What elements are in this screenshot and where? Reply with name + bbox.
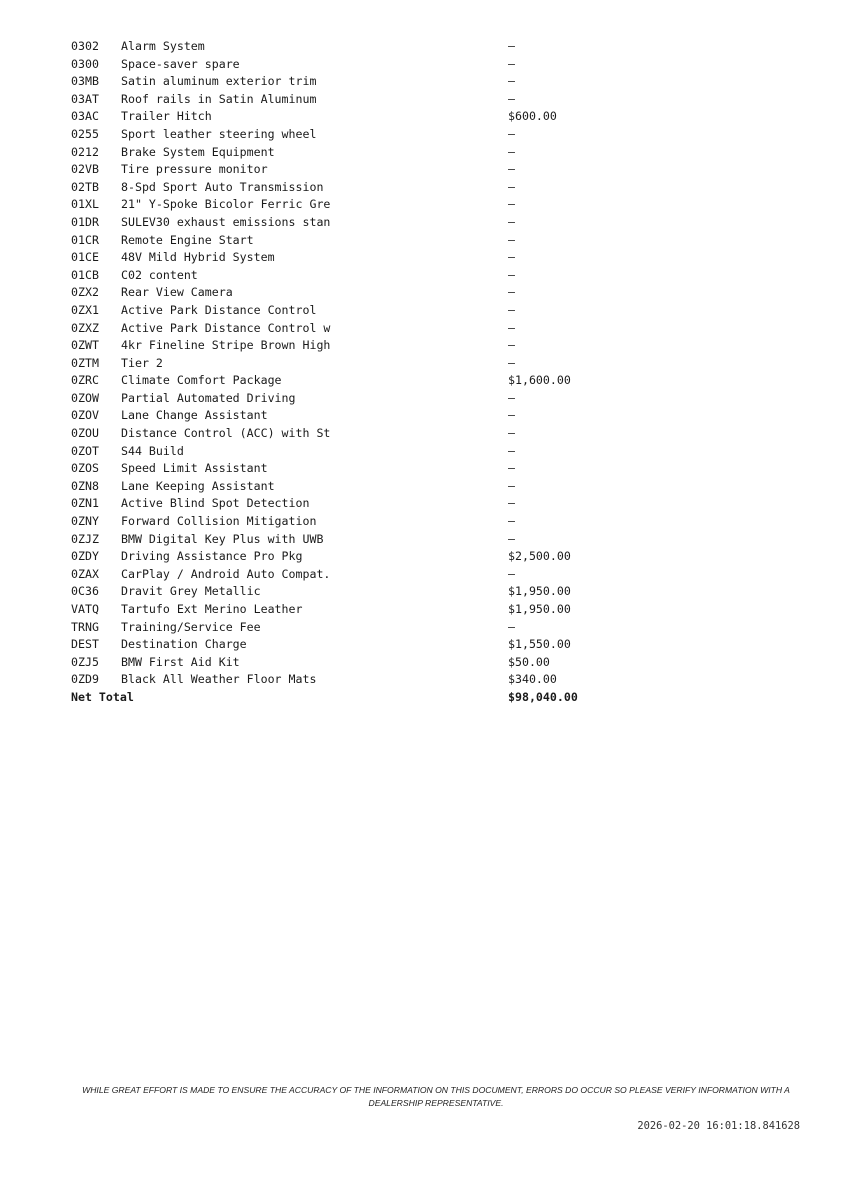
options-table — [71, 38, 631, 707]
option-row — [71, 636, 631, 654]
option-code: 03AT — [71, 91, 99, 106]
option-code: 01DR — [71, 214, 99, 229]
option-row — [71, 355, 631, 373]
option-description: Alarm System — [121, 39, 205, 53]
option-price: — — [508, 267, 515, 282]
option-row — [71, 232, 631, 250]
option-code: 03AC — [71, 109, 99, 124]
option-description: Dravit Grey Metallic — [121, 584, 261, 599]
option-row — [71, 161, 631, 179]
option-price: — — [508, 461, 515, 476]
option-price: $1,950.00 — [508, 602, 571, 616]
option-description: Training/Service Fee — [121, 619, 261, 634]
option-price: $50.00 — [508, 654, 550, 669]
option-code: TRNG — [71, 619, 99, 634]
option-price: $1,600.00 — [508, 373, 571, 388]
option-price: — — [508, 619, 515, 634]
option-price: $2,500.00 — [508, 549, 571, 564]
option-row — [71, 108, 631, 126]
option-description: Active Park Distance Control w — [121, 320, 331, 335]
option-price: — — [508, 320, 515, 335]
option-price: $600.00 — [508, 109, 557, 124]
option-description: Active Park Distance Control — [121, 302, 317, 317]
option-rows — [71, 38, 631, 689]
option-description: Rear View Camera — [121, 285, 233, 300]
option-row — [71, 214, 631, 232]
option-code: 0ZNY — [71, 514, 99, 529]
net-total-label: Net Total — [71, 689, 134, 704]
option-price: $1,950.00 — [508, 584, 571, 599]
option-code: 0ZOW — [71, 390, 99, 405]
option-row — [71, 583, 631, 601]
option-price: $340.00 — [508, 672, 557, 687]
option-row — [71, 654, 631, 672]
option-code: 0ZRC — [71, 373, 99, 388]
option-code: 0ZXZ — [71, 320, 99, 335]
option-description: Destination Charge — [121, 637, 247, 652]
option-code: 0ZAX — [71, 566, 99, 581]
option-code: 01CB — [71, 267, 99, 282]
option-price: — — [508, 390, 515, 405]
option-price: — — [508, 514, 515, 529]
option-code: 0ZN1 — [71, 496, 99, 511]
option-row — [71, 284, 631, 302]
disclaimer-text: WHILE GREAT EFFORT IS MADE TO ENSURE THE ACCURACY OF THE INFORMATION ON THIS DOCUMENT, ERRORS DO OCCUR SO PLEASE VERIFY INFORMATION WITH A DEALERSHIP REPRESENTATIVE. — [82, 1085, 790, 1108]
option-code: 01XL — [71, 197, 99, 212]
option-price: — — [508, 232, 515, 247]
option-row — [71, 249, 631, 267]
option-price: — — [508, 426, 515, 441]
option-description: 4kr Fineline Stripe Brown High — [121, 338, 331, 353]
option-price: — — [508, 56, 515, 71]
option-description: Black All Weather Floor Mats — [121, 672, 317, 687]
option-code: 0ZD9 — [71, 672, 99, 687]
option-description: Lane Change Assistant — [121, 408, 268, 423]
option-price: — — [508, 250, 515, 265]
option-row — [71, 337, 631, 355]
option-code: 0ZX2 — [71, 285, 99, 300]
option-description: BMW First Aid Kit — [121, 654, 240, 669]
option-code: 0ZOU — [71, 426, 99, 441]
option-description: Climate Comfort Package — [121, 373, 282, 388]
option-row — [71, 566, 631, 584]
option-price: — — [508, 162, 515, 177]
option-price: — — [508, 126, 515, 141]
option-price: — — [508, 214, 515, 229]
option-row — [71, 126, 631, 144]
option-description: S44 Build — [121, 443, 184, 458]
option-price: — — [508, 531, 515, 546]
option-row — [71, 460, 631, 478]
option-price: — — [508, 338, 515, 353]
option-description: SULEV30 exhaust emissions stan — [121, 214, 331, 229]
option-price: — — [508, 197, 515, 212]
option-code: 0ZOS — [71, 461, 99, 476]
option-row — [71, 390, 631, 408]
option-row — [71, 671, 631, 689]
option-row — [71, 196, 631, 214]
option-code: 0255 — [71, 126, 99, 141]
option-description: Distance Control (ACC) with St — [121, 426, 331, 441]
option-code: DEST — [71, 637, 99, 652]
option-code: 0212 — [71, 144, 99, 159]
option-row — [71, 548, 631, 566]
option-row — [71, 179, 631, 197]
option-code: 02TB — [71, 179, 99, 194]
option-description: Brake System Equipment — [121, 144, 275, 159]
option-code: 0ZOV — [71, 408, 99, 423]
option-description: Active Blind Spot Detection — [121, 496, 310, 511]
option-price: — — [508, 39, 515, 53]
option-price: — — [508, 443, 515, 458]
net-total-value: $98,040.00 — [508, 689, 578, 704]
option-description: Tartufo Ext Merino Leather — [121, 602, 303, 616]
option-description: Roof rails in Satin Aluminum — [121, 91, 317, 106]
option-price: — — [508, 179, 515, 194]
option-code: 0ZWT — [71, 338, 99, 353]
option-row — [71, 144, 631, 162]
option-description: 8-Spd Sport Auto Transmission — [121, 179, 324, 194]
option-code: 01CR — [71, 232, 99, 247]
option-price: — — [508, 355, 515, 370]
option-description: 48V Mild Hybrid System — [121, 250, 275, 265]
option-row — [71, 407, 631, 425]
option-row — [71, 267, 631, 285]
option-description: Tier 2 — [121, 355, 163, 370]
option-row — [71, 601, 631, 619]
option-price: — — [508, 302, 515, 317]
option-code: 0ZOT — [71, 443, 99, 458]
option-price: — — [508, 74, 515, 89]
option-description: Tire pressure monitor — [121, 162, 268, 177]
option-code: 01CE — [71, 250, 99, 265]
option-row — [71, 495, 631, 513]
option-description: Speed Limit Assistant — [121, 461, 268, 476]
option-description: C02 content — [121, 267, 198, 282]
option-row — [71, 443, 631, 461]
option-code: 0ZDY — [71, 549, 99, 564]
option-row — [71, 302, 631, 320]
option-row — [71, 320, 631, 338]
option-row — [71, 513, 631, 531]
option-code: 0C36 — [71, 584, 99, 599]
option-code: 0ZJ5 — [71, 654, 99, 669]
option-price: — — [508, 91, 515, 106]
option-code: 02VB — [71, 162, 99, 177]
option-price: — — [508, 478, 515, 493]
option-description: Trailer Hitch — [121, 109, 212, 124]
option-description: Lane Keeping Assistant — [121, 478, 275, 493]
option-description: Remote Engine Start — [121, 232, 254, 247]
print-timestamp: 2026-02-20 16:01:18.841628 — [637, 1120, 800, 1132]
option-code: 0ZTM — [71, 355, 99, 370]
option-row — [71, 425, 631, 443]
option-row — [71, 56, 631, 74]
option-description: 21" Y-Spoke Bicolor Ferric Gre — [121, 197, 331, 212]
option-row — [71, 73, 631, 91]
option-description: Forward Collision Mitigation — [121, 514, 317, 529]
option-description: Partial Automated Driving — [121, 390, 296, 405]
option-code: 0ZX1 — [71, 302, 99, 317]
option-row — [71, 38, 631, 56]
option-price: — — [508, 496, 515, 511]
option-price: — — [508, 144, 515, 159]
option-price: — — [508, 566, 515, 581]
option-code: VATQ — [71, 602, 99, 616]
option-description: Space-saver spare — [121, 56, 240, 71]
option-price: $1,550.00 — [508, 637, 571, 652]
option-description: Sport leather steering wheel — [121, 126, 317, 141]
option-code: 0302 — [71, 39, 99, 53]
option-row — [71, 91, 631, 109]
option-description: BMW Digital Key Plus with UWB — [121, 531, 324, 546]
option-row — [71, 478, 631, 496]
option-price: — — [508, 285, 515, 300]
net-total-row — [71, 689, 631, 707]
option-row — [71, 372, 631, 390]
option-description: CarPlay / Android Auto Compat. — [121, 566, 331, 581]
option-price: — — [508, 408, 515, 423]
option-description: Driving Assistance Pro Pkg — [121, 549, 303, 564]
option-description: Satin aluminum exterior trim — [121, 74, 317, 89]
option-code: 0ZN8 — [71, 478, 99, 493]
option-row — [71, 531, 631, 549]
option-code: 0ZJZ — [71, 531, 99, 546]
option-code: 03MB — [71, 74, 99, 89]
option-code: 0300 — [71, 56, 99, 71]
option-row — [71, 619, 631, 637]
